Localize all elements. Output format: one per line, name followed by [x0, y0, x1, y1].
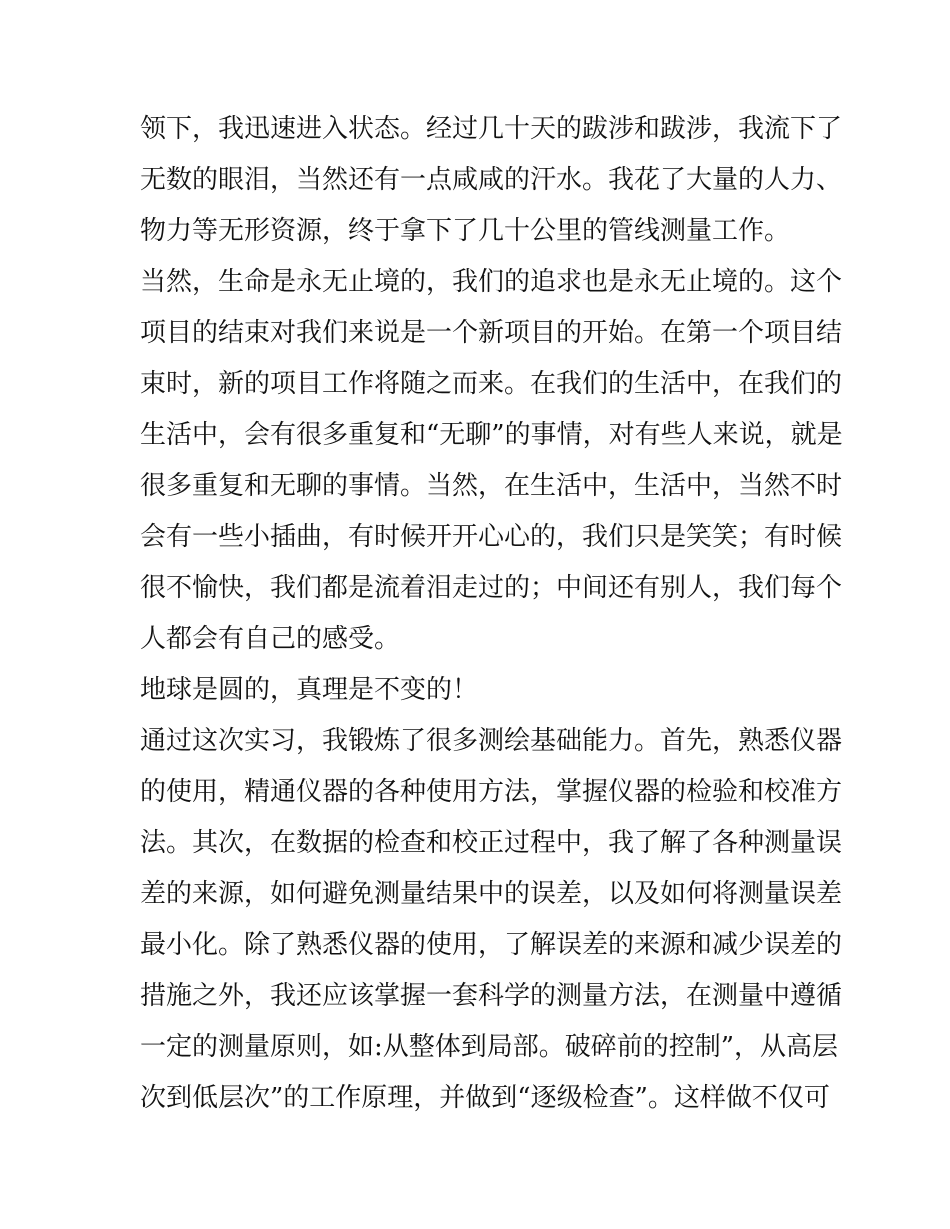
text-line: 一定的测量原则，如:从整体到局部。破碎前的控制”，从高层 — [140, 1032, 839, 1062]
text-line: 物力等无形资源，终于拿下了几十公里的管线测量工作。 — [140, 216, 791, 246]
text-line: 束时，新的项目工作将随之而来。在我们的生活中，在我们的 — [140, 369, 843, 399]
text-line: 人都会有自己的感受。 — [140, 624, 401, 654]
text-line: 领下，我迅速进入状态。经过几十天的跋涉和跋涉，我流下了 — [140, 114, 843, 144]
text-line: 无数的眼泪，当然还有一点咸咸的汗水。我花了大量的人力、 — [140, 165, 843, 195]
text-line: 会有一些小插曲，有时候开开心心的，我们只是笑笑；有时候 — [140, 522, 843, 552]
text-line: 地球是圆的，真理是不变的！ — [140, 675, 479, 705]
text-line: 项目的结束对我们来说是一个新项目的开始。在第一个项目结 — [140, 318, 843, 348]
text-line: 的使用，精通仪器的各种使用方法，掌握仪器的检验和校准方 — [140, 777, 843, 807]
text-line: 当然，生命是永无止境的，我们的追求也是永无止境的。这个 — [140, 267, 843, 297]
text-line: 最小化。除了熟悉仪器的使用，了解误差的来源和减少误差的 — [140, 930, 843, 960]
text-line: 差的来源，如何避免测量结果中的误差，以及如何将测量误差 — [140, 879, 843, 909]
text-line: 通过这次实习，我锻炼了很多测绘基础能力。首先，熟悉仪器 — [140, 726, 843, 756]
text-line: 次到低层次”的工作原理，并做到“逐级检查”。这样做不仅可 — [140, 1083, 830, 1113]
text-line: 生活中，会有很多重复和“无聊”的事情，对有些人来说，就是 — [140, 420, 843, 450]
text-line: 法。其次，在数据的检查和校正过程中，我了解了各种测量误 — [140, 828, 843, 858]
text-line: 措施之外，我还应该掌握一套科学的测量方法，在测量中遵循 — [140, 981, 843, 1011]
text-line: 很多重复和无聊的事情。当然，在生活中，生活中，当然不时 — [140, 471, 843, 501]
document-body-text — [140, 104, 843, 1124]
text-line: 很不愉快，我们都是流着泪走过的；中间还有别人，我们每个 — [140, 573, 843, 603]
